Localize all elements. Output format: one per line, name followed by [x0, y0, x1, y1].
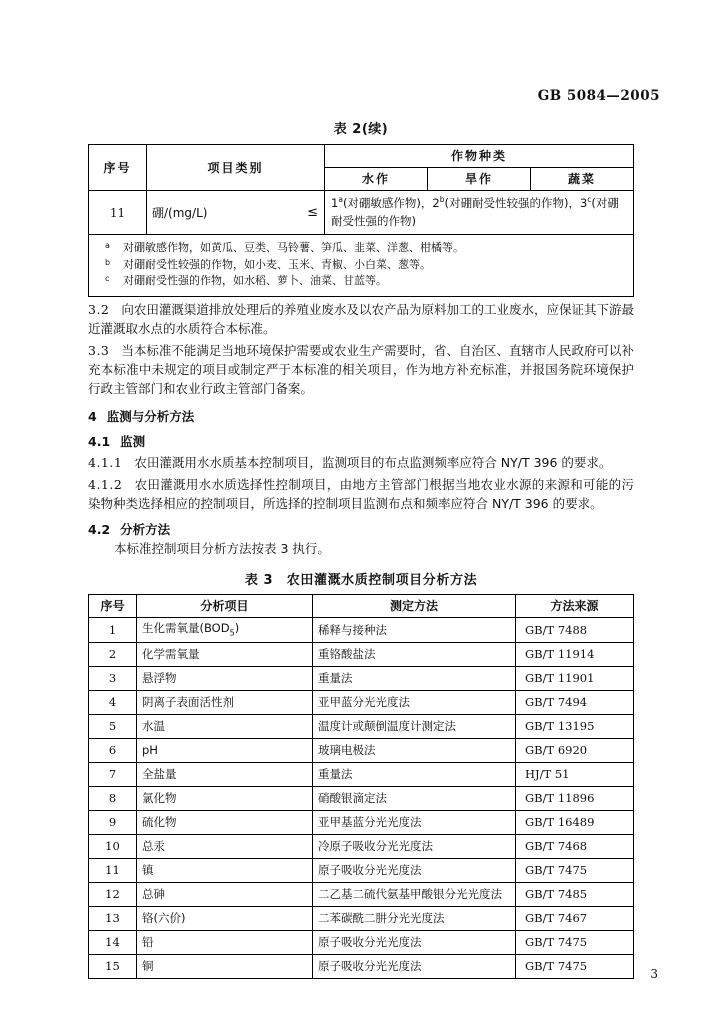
table-row [89, 618, 634, 643]
section-4-title: 监测与分析方法 [106, 409, 195, 425]
table3-cell-seq: 11 [89, 859, 137, 883]
clause-4-1-title: 监测 [120, 434, 146, 450]
table3-cell-source: GB/T 7494 [516, 691, 634, 715]
table3-cell-seq: 6 [89, 739, 137, 763]
table3-cell-source: GB/T 7475 [516, 955, 634, 979]
footnote-item [97, 274, 625, 289]
page-content [88, 118, 634, 979]
table-row [89, 931, 634, 955]
table3-cell-analysis-item: 总汞 [137, 835, 313, 859]
table-row [89, 763, 634, 787]
footnote-mark-b: b [105, 257, 111, 267]
clause-4-1-1-text: 农田灌溉用水水质基本控制项目，监测项目的布点监测频率应符合 NY/T 396 的要求。 [134, 455, 612, 471]
table-row [89, 955, 634, 979]
clause-4-1-heading [88, 432, 634, 450]
clause-4-2-text: 本标准控制项目分析方法按表 3 执行。 [114, 541, 330, 557]
table3-cell-analysis-item: 铜 [137, 955, 313, 979]
table3-cell-analysis-item: 水温 [137, 715, 313, 739]
table3-cell-method: 原子吸收分光光度法 [313, 859, 516, 883]
table3-cell-seq: 12 [89, 883, 137, 907]
table3-cell-method: 原子吸收分光光度法 [313, 931, 516, 955]
table3-cell-analysis-item: 阴离子表面活性剂 [137, 691, 313, 715]
less-equal-symbol: ≤ [307, 204, 318, 220]
page-number: 3 [650, 967, 658, 981]
table3-cell-analysis-item: 总砷 [137, 883, 313, 907]
footnote-text-a: 对硼敏感作物，如黄瓜、豆类、马铃薯、笋瓜、韭菜、洋葱、柑橘等。 [123, 241, 464, 255]
table-row [89, 691, 634, 715]
table3 [88, 594, 634, 979]
subscript: 5 [229, 628, 235, 638]
section-4-heading [88, 407, 634, 425]
table-row [89, 667, 634, 691]
clause-3-2-number: 3.2 [88, 302, 110, 318]
table2-item-label: 硼/(mg/L) [152, 205, 208, 220]
table-row [89, 715, 634, 739]
crop-footnote-ref: a [338, 195, 343, 205]
table3-header-row [89, 595, 634, 618]
section-4-number: 4 [88, 409, 97, 425]
table3-cell-source: GB/T 11896 [516, 787, 634, 811]
table3-header-analysis-item: 分析项目 [137, 595, 313, 618]
footnote-mark-c: c [105, 274, 110, 284]
clause-3-3 [88, 341, 634, 398]
clause-4-1-number: 4.1 [88, 434, 111, 450]
table2-header-seq: 序号 [89, 145, 147, 191]
table3-cell-analysis-item: 全盐量 [137, 763, 313, 787]
footnote-text-c: 对硼耐受性强的作物，如水稻、萝卜、油菜、甘蓝等。 [123, 274, 387, 288]
table-row [89, 739, 634, 763]
table2-header-row-1 [89, 145, 634, 168]
table-row [89, 835, 634, 859]
footnote-item [97, 258, 625, 273]
table3-cell-seq: 9 [89, 811, 137, 835]
table3-cell-method: 温度计或颠倒温度计测定法 [313, 715, 516, 739]
table3-cell-source: GB/T 7468 [516, 835, 634, 859]
table3-cell-method: 重量法 [313, 763, 516, 787]
table3-cell-method: 稀释与接种法 [313, 618, 516, 643]
footnote-mark-a: a [105, 241, 110, 251]
clause-3-2 [88, 300, 634, 338]
crop-footnote-ref: c [587, 195, 592, 205]
table3-cell-source: GB/T 11901 [516, 667, 634, 691]
table3-cell-method: 原子吸收分光光度法 [313, 955, 516, 979]
table2-cell-item [147, 191, 325, 234]
table3-cell-source: GB/T 7475 [516, 859, 634, 883]
table2-header-crop-dry: 旱作 [427, 168, 530, 191]
clause-3-3-number: 3.3 [88, 343, 110, 359]
table3-cell-method: 冷原子吸收分光光度法 [313, 835, 516, 859]
table2-footnote-row [89, 235, 634, 297]
table3-cell-seq: 15 [89, 955, 137, 979]
clause-3-2-text: 向农田灌溉渠道排放处理后的养殖业废水及以农产品为原料加工的工业废水，应保证其下游最近灌溉取水点的水质符合本标准。 [88, 302, 634, 337]
table-row [89, 883, 634, 907]
table3-cell-analysis-item: 悬浮物 [137, 667, 313, 691]
table3-cell-analysis-item: 镇 [137, 859, 313, 883]
clause-4-1-2 [88, 475, 634, 513]
table3-cell-source: GB/T 7475 [516, 931, 634, 955]
table3-cell-seq: 4 [89, 691, 137, 715]
table2-value-text: 1$^a$(对硼敏感作物)，2$^b$(对硼耐受性较强的作物)，3$^c$(对硼耐受性强的作物) [331, 195, 619, 229]
table3-cell-method: 亚甲蓝分光光度法 [313, 691, 516, 715]
table2-header-crop-vegetable: 蔬菜 [530, 168, 633, 191]
clause-4-1-1 [88, 453, 634, 472]
table3-cell-method: 玻璃电极法 [313, 739, 516, 763]
table3-cell-source: GB/T 13195 [516, 715, 634, 739]
table2-cell-value [325, 191, 634, 234]
table3-cell-seq: 7 [89, 763, 137, 787]
table3-cell-analysis-item: 铬(六价) [137, 907, 313, 931]
table-row [89, 859, 634, 883]
table3-caption: 表 3 农田灌溉水质控制项目分析方法 [244, 573, 478, 589]
table3-cell-method: 二苯碳酰二肼分光光度法 [313, 907, 516, 931]
table3-cell-method: 重铬酸盐法 [313, 643, 516, 667]
table-row [89, 787, 634, 811]
clause-4-1-1-number: 4.1.1 [88, 455, 123, 471]
table2-cell-seq: 11 [89, 191, 147, 234]
table3-cell-source: GB/T 6920 [516, 739, 634, 763]
table2-header-crop-type: 作物种类 [325, 145, 634, 168]
table3-cell-analysis-item: 化学需氧量 [137, 643, 313, 667]
table3-cell-seq: 3 [89, 667, 137, 691]
clause-4-2-heading [88, 520, 634, 538]
table2-header-item-category: 项目类别 [147, 145, 325, 191]
clause-4-2-title: 分析方法 [120, 522, 171, 538]
table3-cell-source: HJ/T 51 [516, 763, 634, 787]
clause-3-3-text: 当本标准不能满足当地环境保护需要或农业生产需要时，省、自治区、直辖市人民政府可以补充本标准中未规定的项目或制定严于本标准的相关项目，作为地方补充标准，并报国务院环境保护行政主管部门和农业行政主管部门备案。 [88, 343, 634, 397]
table-row [89, 907, 634, 931]
clause-4-1-2-text: 农田灌溉用水水质选择性控制项目，由地方主管部门根据当地农业水源的来源和可能的污染物种类选择相应的控制项目，所选择的控制项目监测布点和频率应符合 NY/T 396 的要求。 [88, 477, 634, 512]
table3-cell-source: GB/T 7488 [516, 618, 634, 643]
table3-header-source: 方法来源 [516, 595, 634, 618]
table3-cell-analysis-item: 氯化物 [137, 787, 313, 811]
table3-cell-seq: 8 [89, 787, 137, 811]
table2 [88, 144, 634, 235]
table3-cell-analysis-item: pH [137, 739, 313, 763]
table3-cell-seq: 5 [89, 715, 137, 739]
table3-header-method: 测定方法 [313, 595, 516, 618]
table3-cell-seq: 2 [89, 643, 137, 667]
footnote-text-b: 对硼耐受性较强的作物，如小麦、玉米、青椒、小白菜、葱等。 [123, 257, 431, 271]
table3-cell-seq: 10 [89, 835, 137, 859]
table3-cell-source: GB/T 7485 [516, 883, 634, 907]
table3-cell-seq: 13 [89, 907, 137, 931]
table3-cell-analysis-item: 生化需氧量$(BOD_5)$ [137, 618, 313, 643]
standard-code-header: GB 5084—2005 [537, 88, 660, 104]
table3-cell-method: 硝酸银滴定法 [313, 787, 516, 811]
clause-4-1-2-number: 4.1.2 [88, 477, 123, 493]
table3-header-seq: 序号 [89, 595, 137, 618]
table2-footnote-cell [89, 235, 634, 297]
table3-cell-source: GB/T 16489 [516, 811, 634, 835]
table3-cell-method: 亚甲基蓝分光光度法 [313, 811, 516, 835]
table3-cell-method: 二乙基二硫代氨基甲酸银分光光度法 [313, 883, 516, 907]
table3-cell-analysis-item: 铅 [137, 931, 313, 955]
table2-header-crop-paddy: 水作 [325, 168, 428, 191]
table2-footnotes [88, 235, 634, 298]
table2-caption: 表 2(续) [333, 122, 389, 137]
table3-cell-source: GB/T 7467 [516, 907, 634, 931]
table-row [89, 643, 634, 667]
table2-row-11 [89, 191, 634, 234]
table3-cell-method: 重量法 [313, 667, 516, 691]
table3-cell-seq: 1 [89, 618, 137, 643]
table3-cell-seq: 14 [89, 931, 137, 955]
footnote-item [97, 241, 625, 256]
table3-cell-source: GB/T 11914 [516, 643, 634, 667]
table3-cell-analysis-item: 硫化物 [137, 811, 313, 835]
crop-footnote-ref: b [439, 195, 445, 205]
clause-4-2-number: 4.2 [88, 522, 111, 538]
table-row [89, 811, 634, 835]
table3-body [89, 618, 634, 979]
